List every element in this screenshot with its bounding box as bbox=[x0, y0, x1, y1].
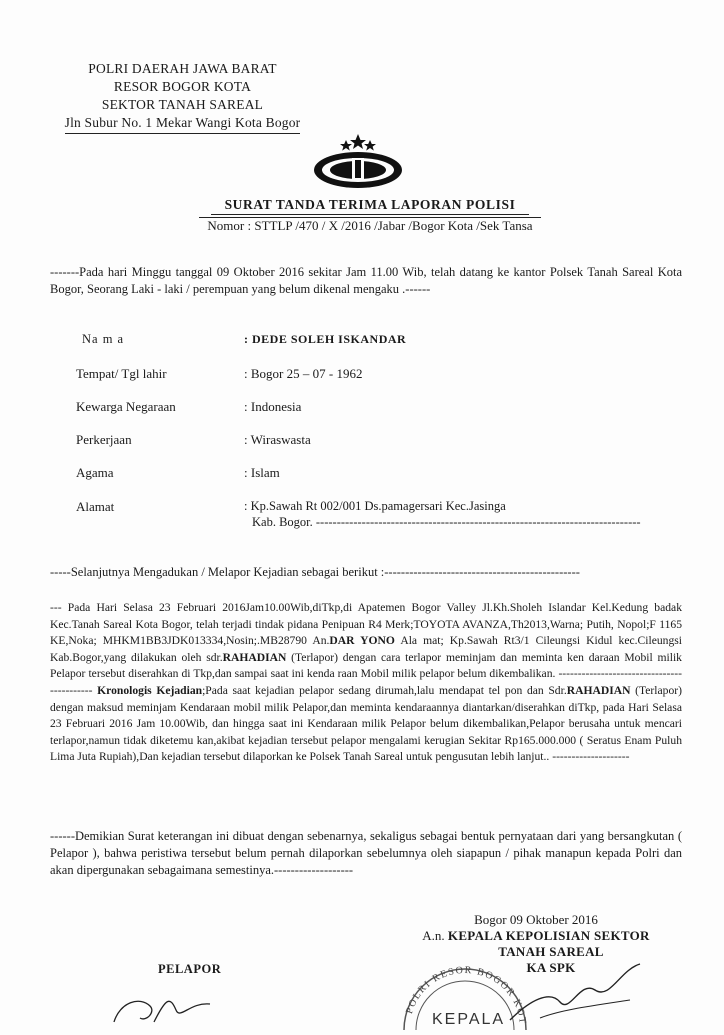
letterhead-line3: SEKTOR TANAH SAREAL bbox=[101, 97, 264, 112]
title-number: Nomor : STTLP /470 / X /2016 /Jabar /Bogor Kota /Sek Tansa bbox=[199, 217, 540, 234]
field-value: : DEDE SOLEH ISKANDAR bbox=[244, 332, 407, 346]
field-label: Agama bbox=[76, 465, 114, 480]
police-emblem-icon bbox=[310, 132, 406, 197]
field-value: : Wiraswasta bbox=[244, 432, 311, 447]
incident-text-i: (Terlapor) dengan maksud meminjam Kendaraan mobil milik Pelapor,dan meminta kendaraannya diantarkan/diserahkan diTkp, pada Hari Selasa 23 Februari 2016 Jam 10.00Wib, dan hingga saat ini Kendaraan milik Pelapor belum dikembalikan,Pelapor berusaha untuk mencari terlapor,namun tidak diketemu kan,akibat kejadian tersebut pelapor mengalami kerugian Sekitar Rp165.000.000 ( Seratus Enam Puluh Lima Juta Rupiah),Dan kejadian tersebut dilaporkan ke Polsek Tanah Sareal untuk pengusutan lebih lanjut.. -------------------- bbox=[50, 683, 682, 764]
stamp-center-text: KEPALA bbox=[432, 1011, 506, 1028]
selanjutnya-line: -----Selanjutnya Mengadukan / Melapor Kejadian sebagai berikut :----------------------------------------------- bbox=[50, 565, 580, 579]
incident-text-g: ;Pada saat kejadian pelapor sedang dirumah,lalu mendapat tel pon dan Sdr. bbox=[202, 683, 567, 697]
incident-kronologis-label: Kronologis Kejadian bbox=[97, 683, 203, 697]
signature-an: A.n. bbox=[422, 928, 448, 943]
field-label: Alamat bbox=[76, 499, 115, 514]
incident-text-a: --- Pada Hari Selasa 23 Februari 2016Jam10.00Wib,diTkp,di Apatemen Bogor Valley Jl.Kh.Sholeh Islandar Kel.Kedung badak Kec.Tanah Sareal Kota Bogor, telah terjadi tindak pidana Penipuan R4 Merk;TOYOTA AVANZA,Th2013,Warna; Putih, Nopol;F 1165 KE,Noka; MHKM1BB3JDK013334,Nosin;.MB28790 An. bbox=[50, 601, 682, 648]
pelapor-label: PELAPOR bbox=[158, 962, 222, 976]
signature-scribble-pelapor bbox=[110, 992, 220, 1029]
signature-title1: KEPALA KEPOLISIAN SEKTOR bbox=[447, 928, 650, 943]
incident-name-rahadian-2: RAHADIAN bbox=[566, 683, 631, 697]
signature-title2: TANAH SAREAL bbox=[498, 944, 604, 959]
signature-title3: KA SPK bbox=[526, 960, 576, 975]
signature-place-date: Bogor 09 Oktober 2016 bbox=[474, 912, 598, 927]
field-label: Perkerjaan bbox=[76, 432, 132, 447]
letterhead-line2: RESOR BOGOR KOTA bbox=[113, 79, 252, 94]
signature-scribble-official bbox=[500, 960, 650, 1029]
field-value: : Bogor 25 – 07 - 1962 bbox=[244, 366, 363, 381]
document-title bbox=[170, 196, 570, 235]
field-value: : Indonesia bbox=[244, 399, 302, 414]
incident-text-c: Ala mat; Kp.Sawah Rt3/1 Cileungsi Kidul kec.Cileungsi Kab.Bogor,yang dilakukan oleh sdr. bbox=[50, 634, 682, 664]
field-label: Kewarga Negaraan bbox=[76, 399, 176, 414]
incident-paragraph bbox=[50, 600, 682, 766]
stamp-arc-text: POLRI RESOR BOGOR KOT bbox=[404, 964, 528, 1025]
incident-text-e: (Terlapor) dengan cara terlapor meminjam dan meminta ken daraan Mobil milik Pelapor tersebut diserahkan di Tkp,dan sampai saat ini kenda raan Mobil milik pelapor belum dikembalikan. ------------------------------------------- bbox=[50, 650, 682, 697]
intro-paragraph: -------Pada hari Minggu tanggal 09 Oktober 2016 sekitar Jam 11.00 Wib, telah datang ke kantor Polsek Tanah Sareal Kota Bogor, Seorang Laki - laki / perempuan yang belum dikenal mengaku .------ bbox=[50, 265, 682, 296]
letterhead bbox=[50, 60, 315, 134]
field-value-line2: Kab. Bogor. ------------------------------------------------------------------------------ bbox=[252, 515, 641, 529]
closing-paragraph: ------Demikian Surat keterangan ini dibuat dengan sebenarnya, sekaligus sebagai bentuk pernyataan dari yang bersangkutan ( Pelapor ), bahwa peristiwa tersebut belum pernah dilaporkan sebelumnya oleh siapapun / pihak manapun kepada Polri dan akan dipergunakan sebagaimana semestinya.------------------- bbox=[50, 829, 682, 877]
incident-name-daryono: DAR YONO bbox=[329, 634, 395, 648]
field-value: : Islam bbox=[244, 465, 280, 480]
field-label: Na m a bbox=[82, 332, 125, 346]
field-value: : Kp.Sawah Rt 002/001 Ds.pamagersari Kec.Jasinga bbox=[244, 499, 506, 513]
letterhead-address: Jln Subur No. 1 Mekar Wangi Kota Bogor bbox=[65, 114, 301, 134]
title-main: SURAT TANDA TERIMA LAPORAN POLISI bbox=[211, 197, 530, 215]
letterhead-line1: POLRI DAERAH JAWA BARAT bbox=[88, 61, 277, 76]
incident-name-rahadian: RAHADIAN bbox=[222, 650, 287, 664]
field-label: Tempat/ Tgl lahir bbox=[76, 366, 167, 381]
